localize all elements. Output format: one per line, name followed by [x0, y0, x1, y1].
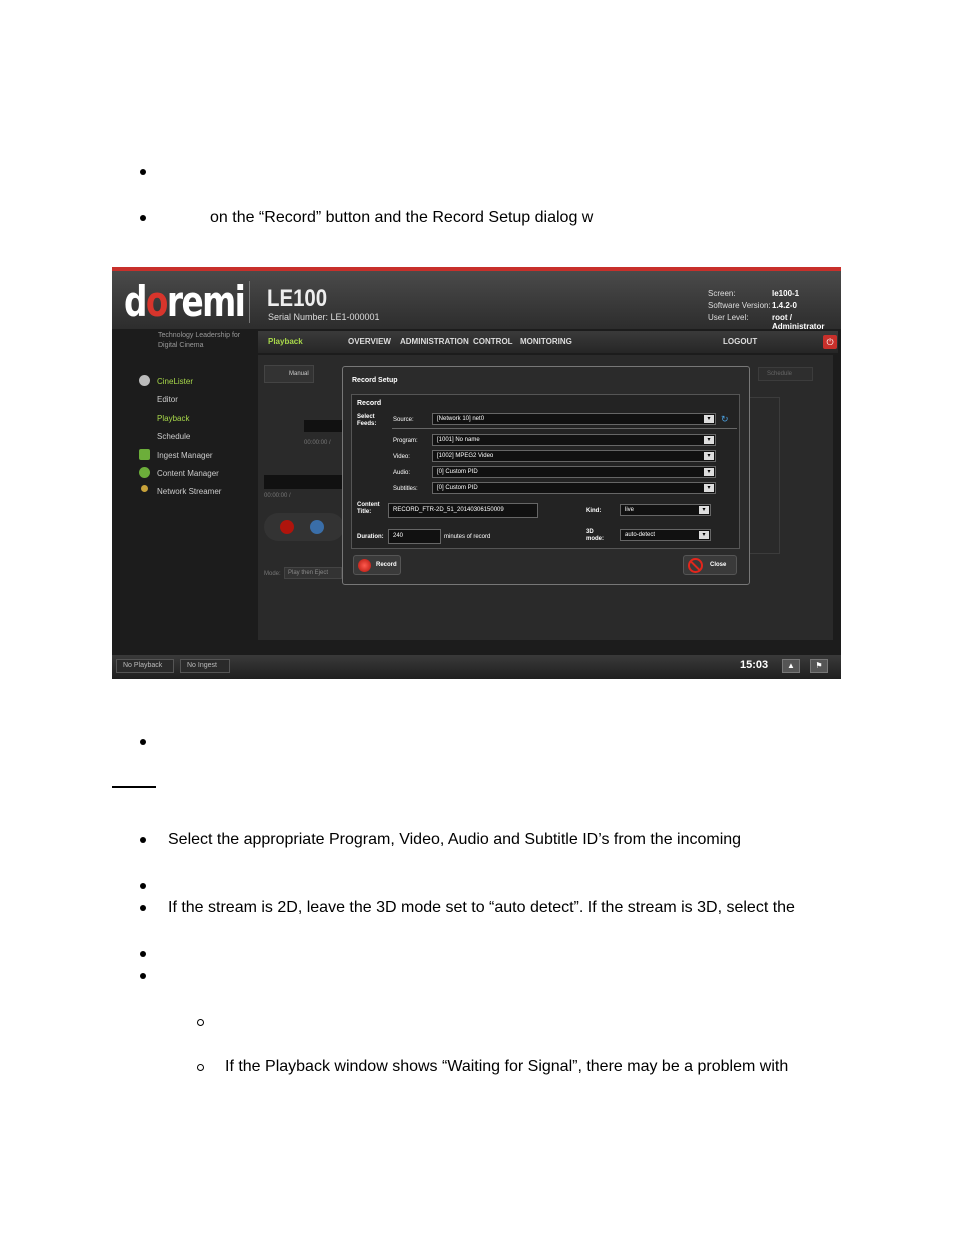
duration-input[interactable]: 240: [388, 529, 441, 544]
user-level-label: User Level:: [708, 313, 749, 322]
user-level-value: root / Administrator: [772, 313, 825, 331]
timecode-1: 00:00:00 /: [304, 440, 331, 446]
no-playback-button[interactable]: [116, 659, 174, 673]
program-select[interactable]: [432, 434, 716, 446]
user-icon[interactable]: ▲: [782, 659, 800, 673]
software-value: 1.4.2-0: [772, 301, 797, 310]
sub-bullet-text-2: If the Playback window shows “Waiting for Signal”, there may be a problem with: [225, 1058, 789, 1075]
refresh-icon[interactable]: ↻: [721, 414, 729, 424]
audio-value: [0] Custom PID: [437, 469, 478, 475]
nav-current-playback[interactable]: Playback: [268, 337, 303, 346]
app-header: [112, 271, 841, 329]
cinelister-icon: [139, 375, 150, 386]
nav-control[interactable]: CONTROL: [473, 337, 513, 346]
bullet: [140, 215, 146, 221]
schedule-label: Schedule: [767, 371, 793, 377]
side-panel: [748, 397, 780, 554]
bullet: [140, 905, 146, 911]
broadcast-icon[interactable]: [310, 520, 324, 534]
sidebar-item-content-manager[interactable]: Content Manager: [157, 469, 219, 478]
kind-select[interactable]: [620, 504, 711, 516]
timecode-2: 00:00:00 /: [264, 493, 291, 499]
product-name: LE100: [267, 285, 328, 312]
duration-label: Duration:: [357, 534, 384, 540]
screen-label: Screen:: [708, 289, 736, 298]
program-label: Program:: [393, 438, 418, 444]
chevron-down-icon: ▾: [699, 506, 709, 514]
no-ingest-button[interactable]: [180, 659, 230, 673]
sidebar-item-schedule[interactable]: Schedule: [157, 432, 191, 441]
power-icon[interactable]: ⏻: [823, 335, 837, 349]
audio-label: Audio:: [393, 470, 411, 476]
record-button-label: Record: [376, 562, 397, 568]
status-bar: [112, 655, 841, 679]
program-value: [1001] No name: [437, 437, 480, 443]
chevron-down-icon: ▾: [704, 468, 714, 476]
chevron-down-icon: ▾: [699, 531, 709, 539]
3d-mode-label: 3D mode:: [586, 529, 604, 542]
transport-controls: [264, 513, 344, 541]
no-playback-label: No Playback: [123, 662, 163, 669]
underline: [112, 786, 156, 788]
schedule-button[interactable]: [758, 367, 813, 381]
3d-mode-select[interactable]: [620, 529, 711, 541]
flag-icon[interactable]: ⚑: [810, 659, 828, 673]
nav-overview[interactable]: OVERVIEW: [348, 337, 391, 346]
manual-label: Manual: [289, 371, 309, 377]
dialog-title: Record Setup: [352, 377, 398, 384]
bullet-text-2: on the “Record” button and the Record Setup dialog w: [210, 209, 594, 226]
sidebar-item-ingest-manager[interactable]: Ingest Manager: [157, 451, 213, 460]
video-select[interactable]: [432, 450, 716, 462]
software-label: Software Version:: [708, 301, 771, 310]
doremi-logo: doremi: [124, 277, 245, 326]
bullet: [140, 973, 146, 979]
section-title: Record: [357, 400, 382, 407]
3d-mode-value: auto-detect: [625, 532, 656, 538]
record-icon[interactable]: [280, 520, 294, 534]
video-value: [1002] MPEG2 Video: [437, 453, 494, 459]
source-label: Source:: [393, 417, 414, 423]
content-title-label: Content Title:: [357, 502, 380, 515]
chevron-down-icon: ▾: [704, 484, 714, 492]
subtitles-value: [0] Custom PID: [437, 485, 478, 491]
kind-label: Kind:: [586, 508, 602, 514]
tagline: Technology Leadership for Digital Cinema: [158, 332, 241, 349]
record-icon: [358, 559, 371, 572]
duration-unit: minutes of record: [444, 534, 491, 540]
clock: 15:03: [740, 659, 769, 671]
header-divider: [249, 281, 250, 323]
source-value: [Network 10] net0: [437, 416, 485, 422]
bullet-text-6: If the stream is 2D, leave the 3D mode set to “auto detect”. If the stream is 3D, select the: [168, 899, 795, 916]
sidebar-item-playback[interactable]: Playback: [157, 414, 190, 423]
bullet: [140, 739, 146, 745]
chevron-down-icon: ▾: [704, 415, 714, 423]
sub-bullet: [197, 1064, 204, 1071]
bullet: [140, 951, 146, 957]
top-nav: [258, 331, 838, 353]
chevron-down-icon: ▾: [704, 436, 714, 444]
content-title-input[interactable]: RECORD_FTR-2D_51_20140306150009: [388, 503, 538, 518]
kind-value: live: [625, 507, 635, 513]
ingest-icon: [139, 449, 150, 460]
feeds-divider: [392, 428, 737, 429]
serial-number: Serial Number: LE1-000001: [268, 312, 380, 322]
record-setup-dialog: [342, 366, 750, 585]
bullet-text-4: Select the appropriate Program, Video, Audio and Subtitle ID’s from the incoming: [168, 831, 742, 848]
no-ingest-label: No Ingest: [187, 662, 217, 669]
bullet: [140, 169, 146, 175]
record-section: [351, 394, 740, 549]
video-label: Video:: [393, 454, 410, 460]
chevron-down-icon: ▾: [704, 452, 714, 460]
sidebar-item-editor[interactable]: Editor: [157, 395, 178, 404]
nav-monitoring[interactable]: MONITORING: [520, 337, 572, 346]
nav-administration[interactable]: ADMINISTRATION: [400, 337, 469, 346]
bullet: [140, 837, 146, 843]
subtitles-select[interactable]: [432, 482, 716, 494]
sidebar-item-cinelister[interactable]: CineLister: [157, 377, 194, 386]
le100-screenshot: [112, 267, 841, 679]
timecode-field: [304, 420, 344, 432]
mode-select[interactable]: Play then Eject: [284, 567, 342, 579]
progress-bar: [264, 475, 344, 489]
bullet: [140, 883, 146, 889]
sub-bullet: [197, 1019, 204, 1026]
close-button[interactable]: [683, 555, 737, 575]
subtitles-label: Subtitles:: [393, 486, 418, 492]
mode-label: Mode:: [264, 571, 281, 577]
nav-logout[interactable]: LOGOUT: [723, 337, 758, 346]
source-select[interactable]: [432, 413, 716, 425]
select-feeds-label: Select Feeds:: [357, 414, 377, 427]
close-button-label: Close: [710, 562, 727, 568]
manual-button[interactable]: [264, 365, 314, 383]
gear-icon: [139, 467, 150, 478]
sidebar-item-network-streamer[interactable]: Network Streamer: [157, 487, 222, 496]
rss-icon: [141, 485, 148, 492]
screen-value: le100-1: [772, 289, 800, 298]
audio-select[interactable]: [432, 466, 716, 478]
close-icon: [688, 558, 703, 573]
record-button[interactable]: [353, 555, 401, 575]
